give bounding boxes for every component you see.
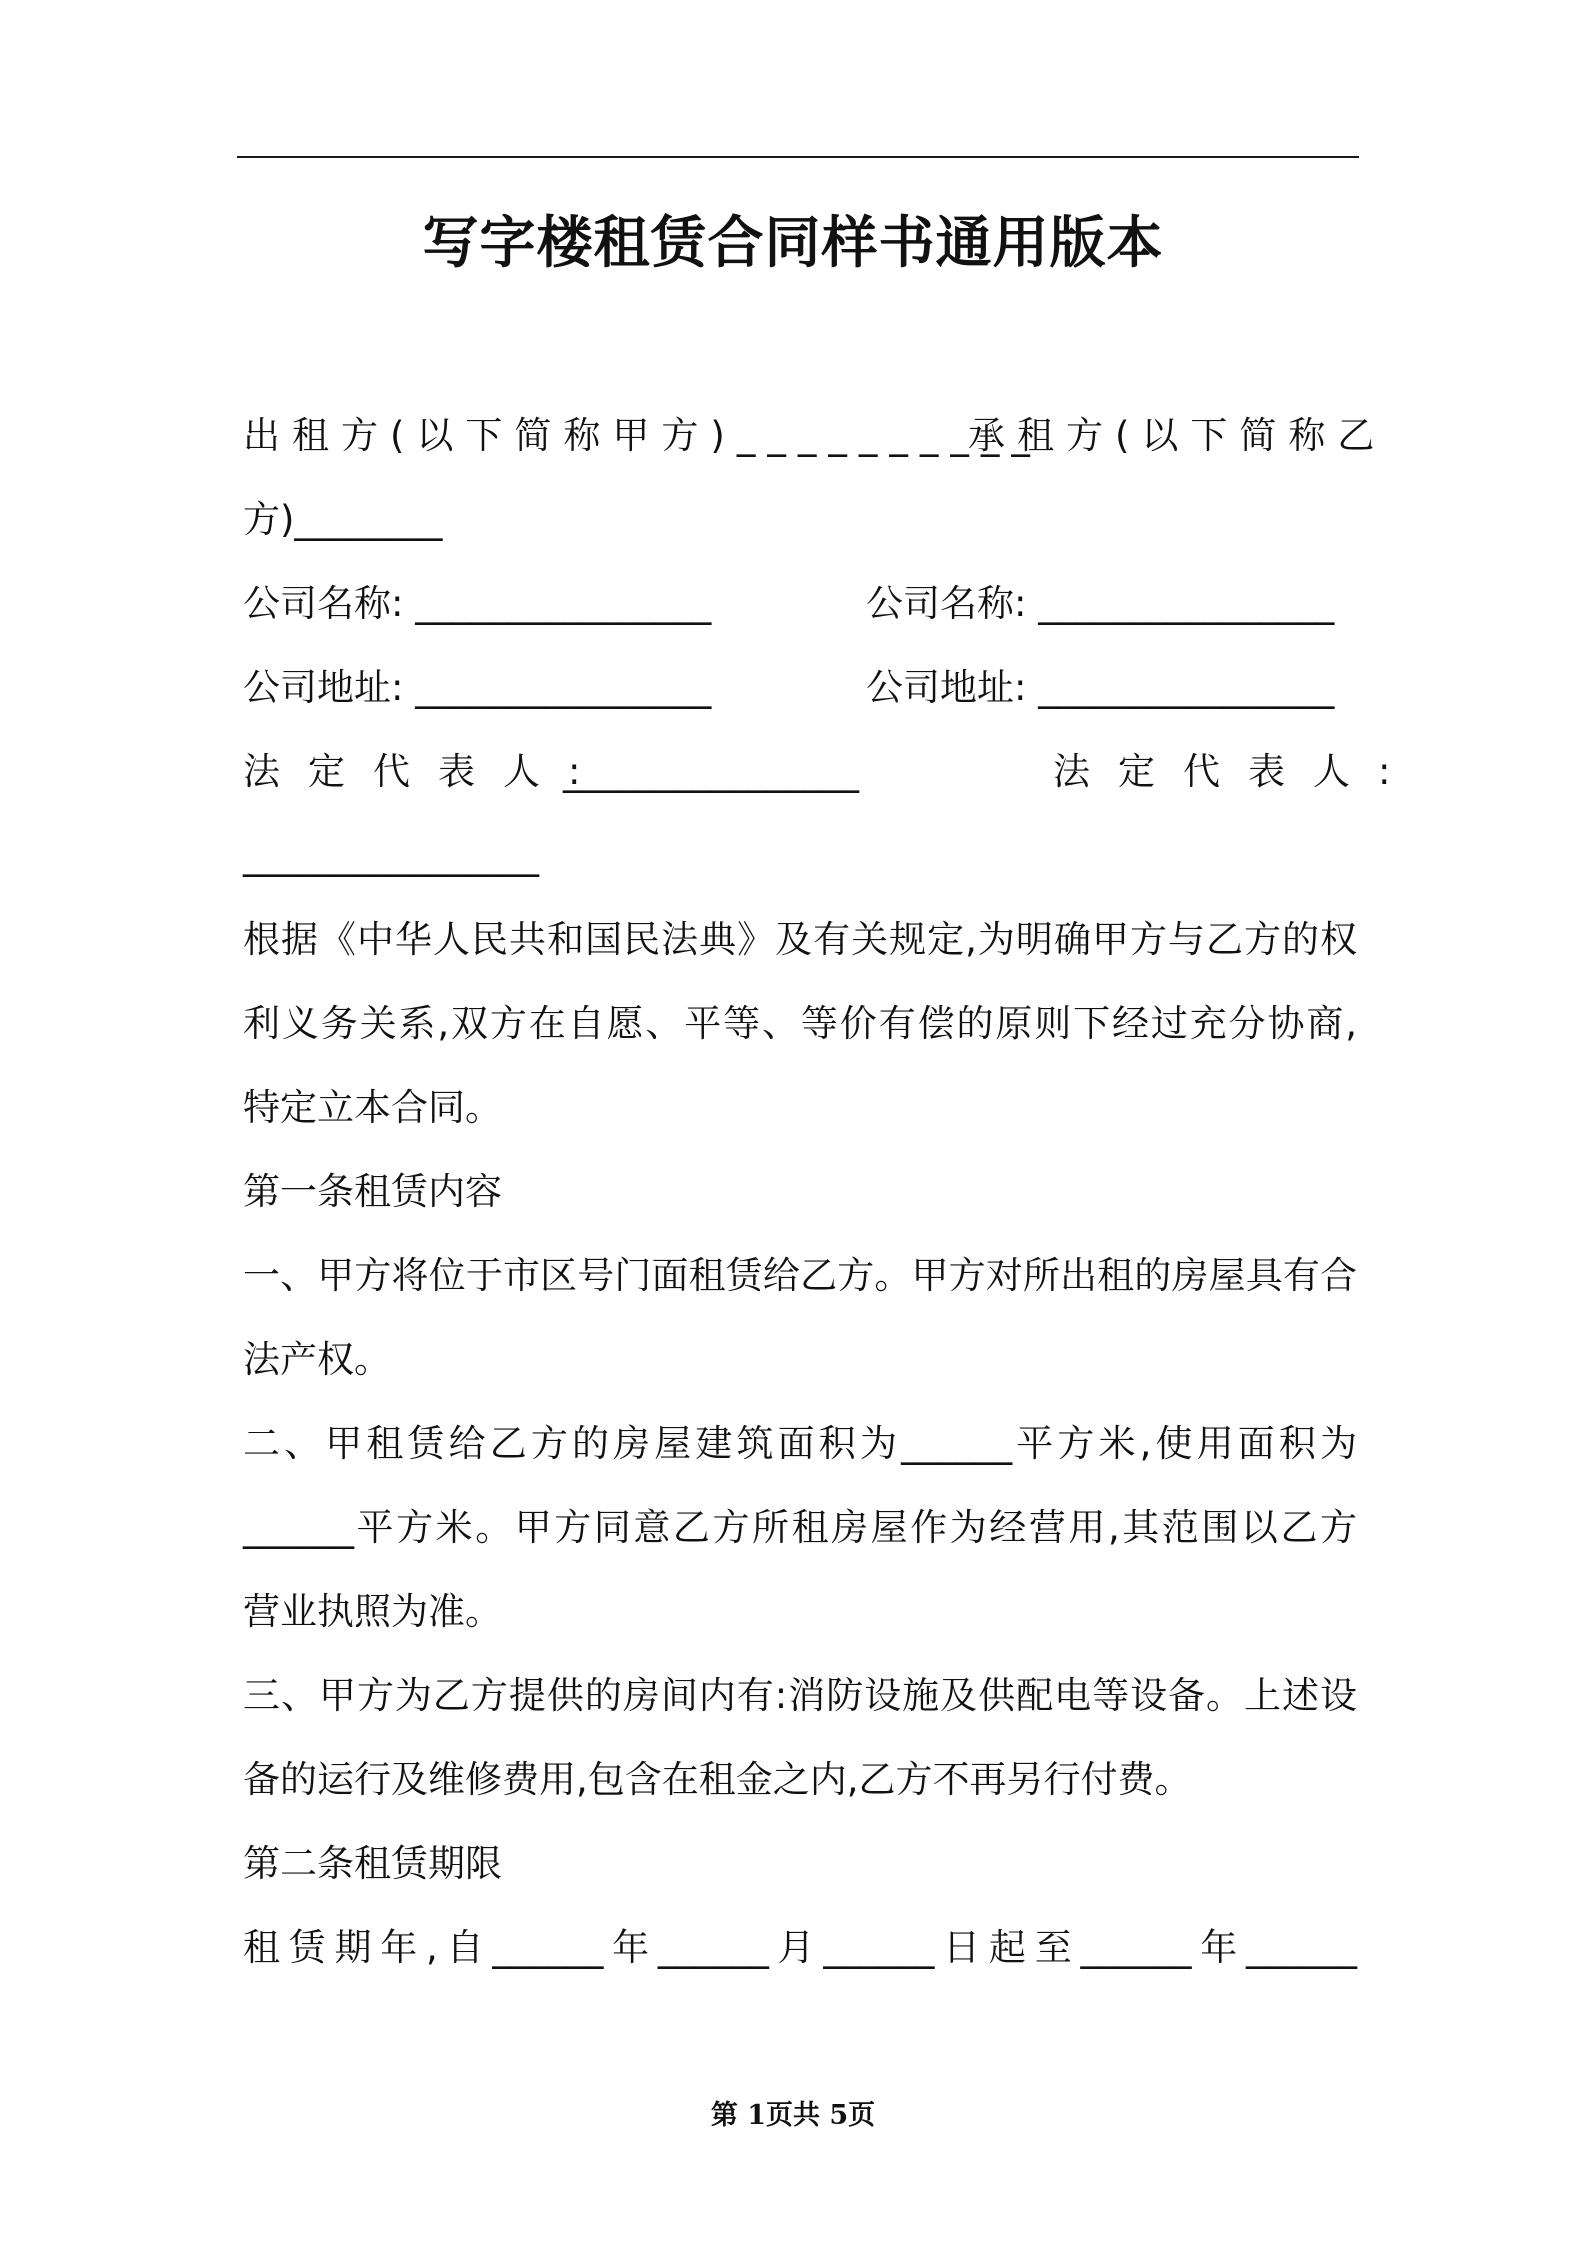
page-footer: 第 1页共 5页 — [710, 2100, 876, 2131]
article-2-term-line: 租赁期年,自______年______月______日起至______年______ — [243, 1926, 1357, 1969]
preamble-line-3: 特定立本合同。 — [243, 1086, 502, 1129]
company-name-lessee: 公司名称: ________________ — [866, 582, 1335, 625]
company-name-lessor: 公司名称: ________________ — [243, 582, 712, 625]
article-1-item-1-line-2: 法产权。 — [243, 1338, 391, 1381]
lessee-intro: 承租方(以下简称乙 — [968, 414, 1387, 457]
legal-rep-lessor-label: 法定代表人: — [243, 750, 609, 793]
article-1-item-2-line-1: 二、甲租赁给乙方的房屋建筑面积为______平方米,使用面积为 — [243, 1422, 1357, 1465]
article-1-item-3-line-2: 备的运行及维修费用,包含在租金之内,乙方不再另行付费。 — [243, 1758, 1192, 1801]
lessor-intro: 出租方(以下简称甲方)__________ — [243, 414, 1042, 457]
preamble-line-2: 利义务关系,双方在自愿、平等、等价有偿的原则下经过充分协商, — [243, 1002, 1357, 1045]
article-2-heading: 第二条租赁期限 — [243, 1842, 502, 1885]
legal-rep-lessee-blank: ________________ — [243, 834, 539, 877]
company-address-lessee: 公司地址: ________________ — [866, 666, 1335, 709]
article-1-item-1-line-1: 一、甲方将位于市区号门面租赁给乙方。甲方对所出租的房屋具有合 — [243, 1254, 1357, 1297]
article-1-item-3-line-1: 三、甲方为乙方提供的房间内有:消防设施及供配电等设备。上述设 — [243, 1674, 1357, 1717]
legal-rep-lessor-blank: ________________ — [563, 750, 859, 793]
legal-rep-lessee-label: 法定代表人: — [1053, 750, 1419, 793]
preamble-line-1: 根据《中华人民共和国民法典》及有关规定,为明确甲方与乙方的权 — [243, 918, 1357, 961]
header-divider — [237, 156, 1359, 158]
article-1-item-2-line-2: ______平方米。甲方同意乙方所租房屋作为经营用,其范围以乙方 — [243, 1506, 1357, 1549]
document-title: 写字楼租赁合同样书通用版本 — [422, 211, 1164, 276]
lessee-intro-continued: 方)________ — [243, 498, 443, 541]
article-1-item-2-line-3: 营业执照为准。 — [243, 1590, 502, 1633]
article-1-heading: 第一条租赁内容 — [243, 1170, 502, 1213]
company-address-lessor: 公司地址: ________________ — [243, 666, 712, 709]
